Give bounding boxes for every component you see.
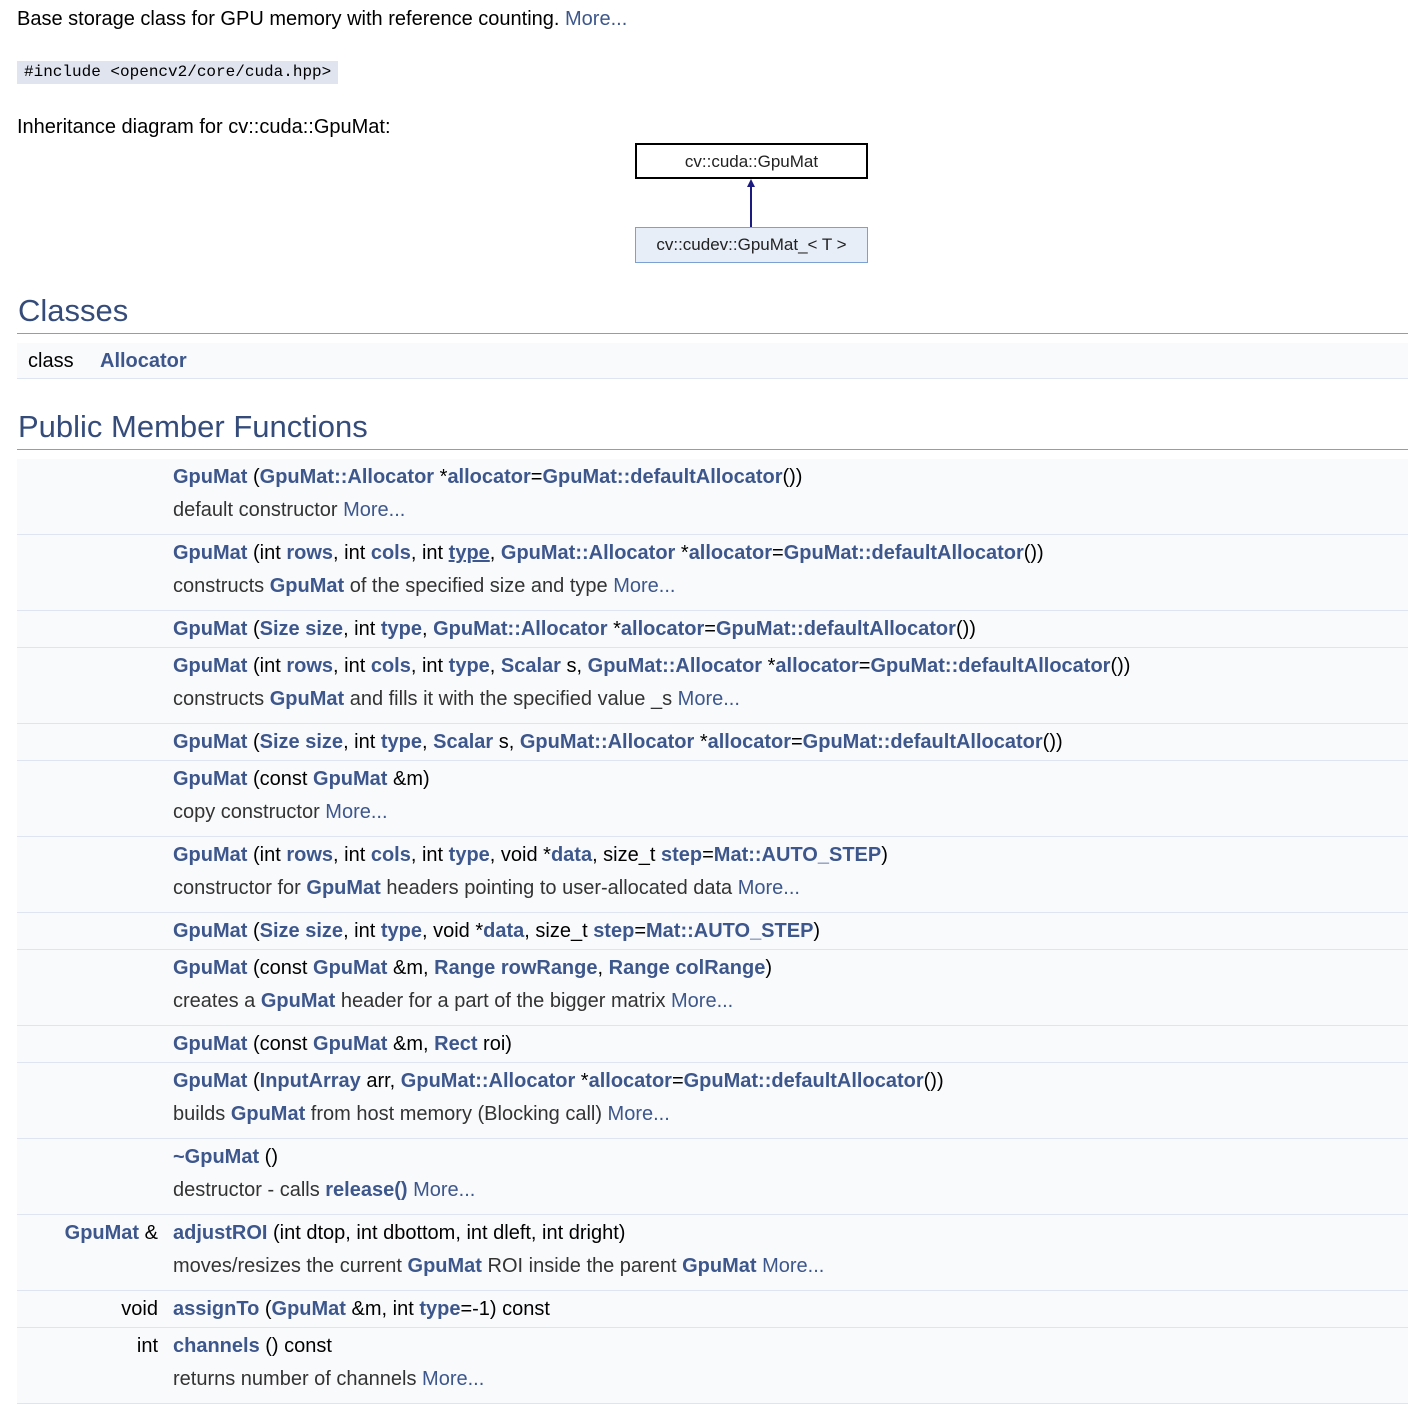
text-fragment: ()) (955, 618, 976, 640)
code-link[interactable]: type (448, 655, 490, 677)
text-fragment: s, (493, 731, 520, 753)
member-signature (173, 1220, 625, 1246)
text-fragment: , size_t (524, 920, 594, 942)
code-link[interactable]: GpuMat (271, 1298, 346, 1320)
text-fragment: ) (765, 957, 773, 979)
text-fragment: ( (247, 920, 260, 942)
member-list (17, 459, 1408, 1404)
text-fragment: ) (813, 920, 821, 942)
code-link[interactable]: Range (608, 957, 670, 979)
text-fragment: (int dtop, int dbottom, int dleft, int dright) (267, 1222, 626, 1244)
text-fragment: constructs (173, 688, 270, 710)
code-link[interactable]: Rect (434, 1033, 478, 1055)
text-fragment: * (694, 731, 708, 753)
code-link[interactable]: GpuMat::defaultAllocator (542, 466, 783, 488)
code-link[interactable]: GpuMat::Allocator (500, 542, 676, 564)
member-row (17, 611, 1408, 648)
text-fragment: = (790, 731, 803, 753)
code-link[interactable]: GpuMat (64, 1222, 140, 1244)
code-link[interactable]: size (305, 731, 344, 753)
code-link[interactable]: GpuMat (173, 768, 248, 790)
class-row (17, 343, 1408, 379)
member-signature (173, 1031, 512, 1057)
code-link[interactable]: ~GpuMat (173, 1146, 260, 1168)
brief-text: Base storage class for GPU memory with reference counting. (17, 8, 560, 30)
text-fragment: ()) (782, 466, 803, 488)
more-link[interactable]: More... (607, 1103, 670, 1125)
code-link[interactable]: GpuMat (173, 731, 248, 753)
code-link[interactable]: allocator (688, 542, 773, 564)
member-signature (173, 918, 820, 944)
code-link[interactable]: GpuMat (260, 990, 336, 1012)
code-link[interactable]: Scalar (433, 731, 494, 753)
code-link[interactable]: GpuMat (173, 542, 248, 564)
member-signature (173, 766, 430, 792)
brief-more-link[interactable]: More... (565, 8, 628, 30)
code-link[interactable]: assignTo (173, 1298, 260, 1320)
text-fragment: , int (333, 542, 371, 564)
member-description (173, 1177, 475, 1203)
text-fragment: = (702, 844, 714, 866)
code-link[interactable]: type (448, 844, 490, 866)
code-link[interactable]: Size (259, 618, 300, 640)
diagram-child-node[interactable]: cv::cudev::GpuMat_< T > (635, 227, 868, 263)
text-fragment: , (489, 542, 501, 564)
classes-heading: Classes (18, 293, 129, 328)
text-fragment: constructs (173, 575, 270, 597)
member-row (17, 950, 1408, 1026)
text-fragment: destructor - calls (173, 1179, 326, 1201)
code-link[interactable]: type (380, 731, 422, 753)
text-fragment: * (762, 655, 776, 677)
member-signature (173, 1333, 332, 1359)
code-link[interactable]: GpuMat (682, 1255, 757, 1277)
more-link[interactable]: More... (413, 1179, 476, 1201)
text-fragment: and fills it with the specified value _s (344, 688, 678, 710)
inheritance-diagram (630, 140, 880, 270)
text-fragment: (int (247, 542, 287, 564)
text-fragment: &m) (387, 768, 430, 790)
member-row (17, 459, 1408, 535)
text-fragment: * (607, 618, 621, 640)
member-row (17, 1215, 1408, 1291)
code-link[interactable]: size (305, 618, 344, 640)
text-fragment: , int (343, 920, 381, 942)
member-signature (173, 616, 976, 642)
member-description (173, 799, 388, 825)
code-link[interactable]: GpuMat (306, 877, 381, 899)
more-link[interactable]: More... (343, 499, 406, 521)
member-row (17, 1328, 1408, 1404)
member-signature (173, 540, 1044, 566)
text-fragment: , size_t (592, 844, 661, 866)
text-fragment: (const (247, 768, 314, 790)
text-fragment: of the specified size and type (344, 575, 614, 597)
more-link[interactable]: More... (422, 1368, 485, 1390)
member-signature (173, 653, 1130, 679)
code-link[interactable]: Range (434, 957, 496, 979)
code-link[interactable]: GpuMat::defaultAllocator (783, 542, 1024, 564)
code-link[interactable]: type (380, 618, 422, 640)
member-description (173, 1366, 484, 1392)
member-row (17, 724, 1408, 761)
code-link[interactable]: GpuMat (269, 575, 345, 597)
text-fragment: , (421, 618, 434, 640)
text-fragment: roi) (477, 1033, 512, 1055)
code-link[interactable]: step (660, 844, 703, 866)
member-description (173, 573, 675, 599)
diagram-parent-node: cv::cuda::GpuMat (635, 143, 868, 179)
code-link[interactable]: GpuMat (230, 1103, 306, 1125)
member-row (17, 1063, 1408, 1139)
text-fragment: () (259, 1146, 279, 1168)
code-link[interactable]: allocator (620, 618, 705, 640)
code-link[interactable]: allocator (447, 466, 531, 488)
text-fragment: arr, (360, 1070, 401, 1092)
more-link[interactable]: More... (677, 688, 740, 710)
text-fragment: = (772, 542, 784, 564)
code-link[interactable]: cols (370, 844, 411, 866)
text-fragment: , int (333, 844, 371, 866)
text-fragment: , (421, 731, 434, 753)
code-link[interactable]: Size (259, 731, 300, 753)
text-fragment: builds (173, 1103, 231, 1125)
text-fragment: = (671, 1070, 684, 1092)
inheritance-arrow (750, 182, 752, 228)
code-link[interactable]: GpuMat (173, 920, 248, 942)
code-link[interactable]: GpuMat::Allocator (587, 655, 763, 677)
member-description (173, 497, 405, 523)
code-link[interactable]: rows (286, 542, 334, 564)
text-fragment: &m, (387, 957, 435, 979)
code-link[interactable]: type (419, 1298, 461, 1320)
member-signature (173, 1296, 550, 1322)
code-link[interactable]: GpuMat::Allocator (433, 618, 608, 640)
member-description (173, 1101, 670, 1127)
text-fragment: , void * (489, 844, 551, 866)
code-link[interactable]: GpuMat::defaultAllocator (715, 618, 956, 640)
text-fragment: , int (410, 542, 449, 564)
code-link[interactable]: allocator (707, 731, 791, 753)
code-link[interactable]: cols (370, 655, 411, 677)
member-return-type (121, 1296, 158, 1322)
member-row (17, 761, 1408, 837)
member-row (17, 837, 1408, 913)
text-fragment: = (634, 920, 646, 942)
text-fragment: (const (247, 957, 314, 979)
member-row (17, 648, 1408, 724)
public-member-functions-divider (17, 449, 1408, 450)
code-link[interactable]: GpuMat (173, 655, 248, 677)
member-return-type (65, 1220, 158, 1246)
code-link[interactable]: allocator (588, 1070, 672, 1092)
text-fragment: ( (247, 1070, 260, 1092)
code-link[interactable]: GpuMat (173, 618, 248, 640)
code-link[interactable]: type (380, 920, 422, 942)
more-link[interactable]: More... (325, 801, 388, 823)
text-fragment: constructor for (173, 877, 307, 899)
include-directive: #include <opencv2/core/cuda.hpp> (17, 61, 338, 84)
text-fragment: ROI inside the parent (481, 1255, 683, 1277)
code-link[interactable]: GpuMat::defaultAllocator (870, 655, 1111, 677)
code-link[interactable]: GpuMat (269, 688, 345, 710)
text-fragment: = (530, 466, 543, 488)
code-link[interactable]: adjustROI (173, 1222, 268, 1244)
member-signature (173, 729, 1063, 755)
text-fragment: , (489, 655, 501, 677)
text-fragment: , int (343, 618, 381, 640)
text-fragment: = (858, 655, 871, 677)
text-fragment: ( (247, 618, 260, 640)
code-link[interactable]: data (483, 920, 525, 942)
text-fragment: ( (247, 731, 260, 753)
code-link[interactable]: GpuMat::defaultAllocator (802, 731, 1043, 753)
code-link[interactable]: GpuMat::Allocator (519, 731, 695, 753)
code-link[interactable]: GpuMat (173, 466, 248, 488)
text-fragment: ()) (923, 1070, 944, 1092)
member-description (173, 1253, 824, 1279)
member-signature (173, 1144, 278, 1170)
text-fragment: header for a part of the bigger matrix (335, 990, 671, 1012)
code-link[interactable]: GpuMat (313, 957, 388, 979)
text-fragment: = (704, 618, 716, 640)
member-description (173, 686, 740, 712)
member-row (17, 1139, 1408, 1215)
text-fragment: ()) (1042, 731, 1063, 753)
text-fragment: ( (247, 466, 260, 488)
text-fragment: & (139, 1222, 158, 1244)
text-fragment: moves/resizes the current (173, 1255, 408, 1277)
code-link[interactable]: Mat::AUTO_STEP (713, 844, 882, 866)
code-link[interactable]: step (593, 920, 635, 942)
code-link[interactable]: rowRange (500, 957, 598, 979)
more-link[interactable]: More... (737, 877, 800, 899)
text-fragment: &m, (387, 1033, 435, 1055)
text-fragment: * (434, 466, 448, 488)
member-signature (173, 842, 888, 868)
code-link[interactable]: rows (286, 655, 334, 677)
text-fragment: ()) (1110, 655, 1131, 677)
text-fragment: ( (259, 1298, 272, 1320)
code-link[interactable]: release() (325, 1179, 408, 1201)
text-fragment: , int (333, 655, 371, 677)
text-fragment: &m, int (345, 1298, 420, 1320)
classes-divider (17, 333, 1408, 334)
code-link[interactable]: Mat::AUTO_STEP (646, 920, 814, 942)
code-link[interactable]: size (305, 920, 344, 942)
member-return-type (137, 1333, 158, 1359)
more-link[interactable]: More... (613, 575, 676, 597)
code-link[interactable]: allocator (775, 655, 859, 677)
code-link[interactable]: rows (286, 844, 334, 866)
more-link[interactable]: More... (762, 1255, 825, 1277)
text-fragment: from host memory (Blocking call) (305, 1103, 608, 1125)
class-link-allocator[interactable]: Allocator (100, 350, 187, 372)
text-fragment: , void * (421, 920, 484, 942)
code-link[interactable]: GpuMat (173, 957, 248, 979)
text-fragment: creates a (173, 990, 261, 1012)
code-link[interactable]: channels (173, 1335, 260, 1357)
text-fragment: , int (410, 655, 449, 677)
code-link[interactable]: InputArray (259, 1070, 361, 1092)
member-signature (173, 464, 802, 490)
code-link[interactable]: colRange (675, 957, 766, 979)
code-link[interactable]: GpuMat (173, 1033, 248, 1055)
code-link[interactable]: GpuMat (173, 1070, 248, 1092)
text-fragment: (const (247, 1033, 314, 1055)
member-description (173, 988, 733, 1014)
text-fragment: ) (881, 844, 888, 866)
class-keyword: class (28, 350, 74, 372)
code-link[interactable]: Size (259, 920, 300, 942)
member-signature (173, 955, 772, 981)
code-link[interactable]: GpuMat (313, 768, 388, 790)
text-fragment: copy constructor (173, 801, 326, 823)
text-fragment: void (121, 1298, 158, 1320)
code-link[interactable]: GpuMat::defaultAllocator (683, 1070, 924, 1092)
text-fragment: , int (410, 844, 449, 866)
code-link[interactable]: GpuMat (173, 844, 248, 866)
member-row (17, 1291, 1408, 1328)
more-link[interactable]: More... (671, 990, 734, 1012)
text-fragment: , int (343, 731, 381, 753)
code-link[interactable]: cols (370, 542, 411, 564)
text-fragment: default constructor (173, 499, 344, 521)
text-fragment: () const (259, 1335, 332, 1357)
text-fragment: int (136, 1335, 158, 1357)
text-fragment: =-1) const (460, 1298, 550, 1320)
code-link[interactable]: type (448, 542, 490, 564)
code-link[interactable]: GpuMat (407, 1255, 482, 1277)
text-fragment: returns number of channels (173, 1368, 423, 1390)
text-fragment: (int (247, 844, 287, 866)
text-fragment: (int (247, 655, 287, 677)
member-row (17, 913, 1408, 950)
code-link[interactable]: Scalar (500, 655, 561, 677)
member-signature (173, 1068, 944, 1094)
code-link[interactable]: GpuMat (313, 1033, 388, 1055)
arrow-head-icon (747, 179, 755, 187)
text-fragment: headers pointing to user-allocated data (380, 877, 738, 899)
member-description (173, 875, 800, 901)
member-row (17, 535, 1408, 611)
public-member-functions-heading: Public Member Functions (18, 409, 368, 444)
text-fragment: * (675, 542, 689, 564)
text-fragment: s, (560, 655, 588, 677)
text-fragment: * (575, 1070, 589, 1092)
code-link[interactable]: GpuMat::Allocator (400, 1070, 576, 1092)
code-link[interactable]: data (550, 844, 593, 866)
inheritance-label: Inheritance diagram for cv::cuda::GpuMat: (17, 116, 391, 138)
brief-description (17, 6, 627, 32)
code-link[interactable]: GpuMat::Allocator (259, 466, 435, 488)
member-row (17, 1026, 1408, 1063)
text-fragment: , (597, 957, 609, 979)
text-fragment: ()) (1023, 542, 1044, 564)
